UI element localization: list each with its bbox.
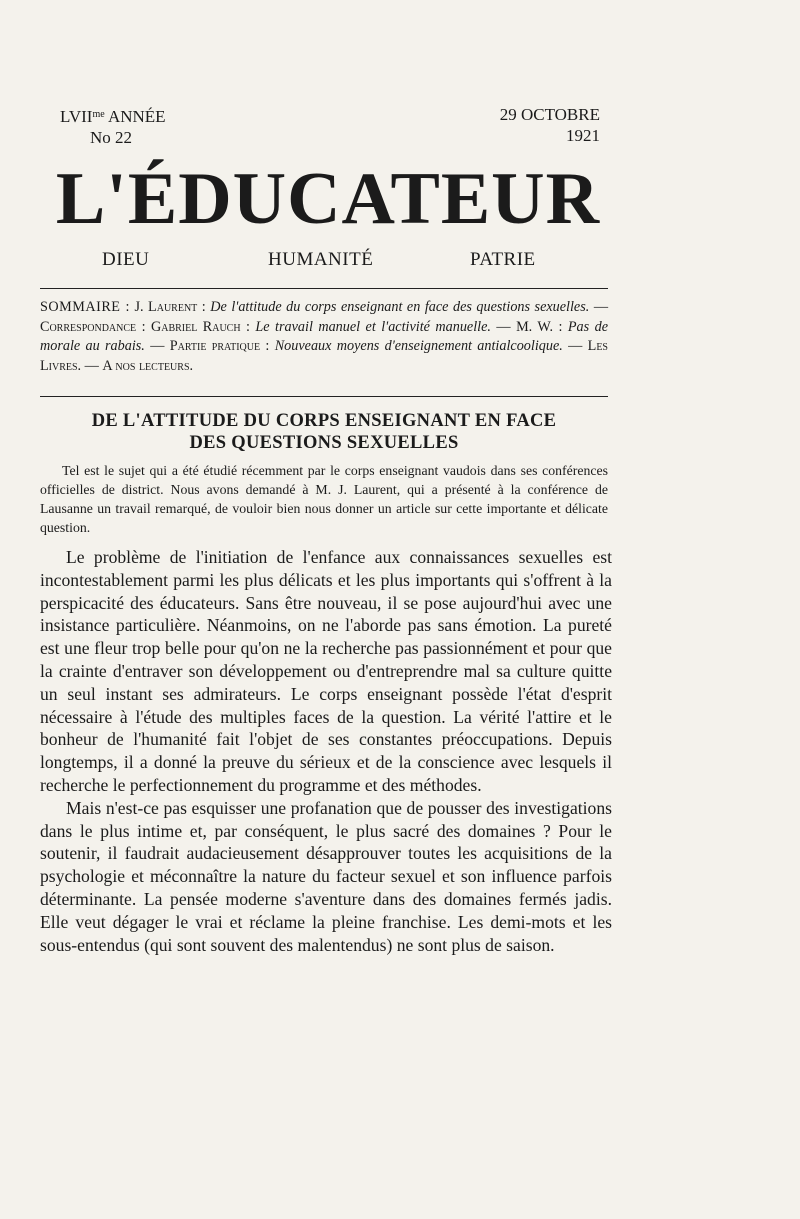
motto-humanite: HUMANITÉ — [268, 249, 374, 270]
volume-prefix: LVII — [60, 107, 93, 126]
sommaire-label: SOMMAIRE : — [40, 299, 130, 315]
toc-author-1: Correspondance : Gabriel Rauch : — [40, 318, 250, 335]
toc-sep-2: — — [496, 318, 511, 335]
volume-sup: me — [92, 109, 105, 120]
volume-issue — [60, 104, 166, 148]
volume-word: ANNÉE — [107, 107, 166, 126]
toc-sep-5: — — [84, 357, 99, 374]
article-body — [40, 546, 612, 956]
toc-title-2: Pas de morale au rabais. — [40, 318, 609, 354]
masthead-title: L'ÉDUCATEUR — [55, 158, 601, 240]
toc-title-0: De l'attitude du corps enseignant en face des questions sexuelles. — [210, 299, 590, 315]
issue-number: No 22 — [90, 128, 133, 147]
toc-author-0: J. Laurent : — [134, 299, 206, 315]
divider-top — [40, 288, 608, 289]
toc-author-5: A nos lecteurs. — [102, 357, 194, 374]
article-paragraph-2: Mais n'est-ce pas esquisser une profanation que de pousser des investigations dans le plus intime et, par conséquent, le plus sacré des domaines ? Pour le soutenir, il faudrait audacieusement désapprouver toutes les acquisitions de la psychologie et méconnaître la nature du facteur sexuel et son influence parfois déterminante. La pensée moderne s'aventure dans des domaines fermés jadis. Elle veut dégager le vrai et réclame la pleine franchise. Les demi-mots et les sous-entendus (qui sont souvent des malentendus) ne sont plus de saison. — [40, 797, 612, 955]
motto-patrie: PATRIE — [470, 249, 536, 270]
divider-bottom — [40, 396, 608, 397]
article-intro — [40, 461, 608, 537]
toc-title-1: Le travail manuel et l'activité manuelle. — [255, 318, 491, 335]
date-day-month: 29 OCTOBRE — [499, 105, 600, 124]
toc-sep-1: — — [593, 299, 609, 315]
toc-author-4: Les Livres. — [40, 338, 608, 374]
issue-date — [488, 104, 600, 146]
toc-sep-3: — — [150, 338, 165, 354]
article-title-line1: DE L'ATTITUDE DU CORPS ENSEIGNANT EN FACE — [91, 411, 557, 431]
article-paragraph-1: Le problème de l'initiation de l'enfance aux connaissances sexuelles est incontestablement parmi les plus délicats et les plus importants qui s'offrent à la perspicacité des éducateurs. Sans être nouveau, il se pose aujourd'hui avec une insistance particulière. Néanmoins, on ne l'aborde pas sans émotion. La pureté est une fleur trop belle pour qu'on ne la recherche pas passionnément et pour que la crainte d'entraver son développement ou d'entreprendre mal sa culture quitte un seul instant ses admirateurs. Le corps enseignant possède l'état d'esprit nécessaire à l'étude des multiples faces de la question. La vérité l'attire et le bonheur de l'humanité fait l'objet de ses constantes préoccupations. Depuis longtemps, il a donné la preuve du sérieux et de la conscience avec lesquels il recherche le perfectionnement du programme et des méthodes. — [40, 547, 612, 795]
date-year: 1921 — [566, 126, 600, 145]
table-of-contents — [40, 298, 608, 376]
article-intro-text: Tel est le sujet qui a été étudié récemment par le corps enseignant vaudois dans ses conférences officielles de district. Nous avons demandé à M. J. Laurent, qui a présenté à la conférence de Lausanne un travail remarqué, de vouloir bien nous donner un article sur cette importante et délicate question. — [40, 463, 608, 535]
toc-author-2: M. W. : — [516, 318, 563, 335]
article-title — [40, 410, 608, 454]
toc-title-3: Nouveaux moyens d'enseignement antialcoolique. — [274, 338, 563, 354]
toc-sep-4: — — [568, 338, 583, 354]
motto-dieu: DIEU — [102, 249, 150, 270]
article-title-line2: DES QUESTIONS SEXUELLES — [189, 433, 459, 453]
toc-author-3: Partie pratique : — [169, 338, 270, 354]
